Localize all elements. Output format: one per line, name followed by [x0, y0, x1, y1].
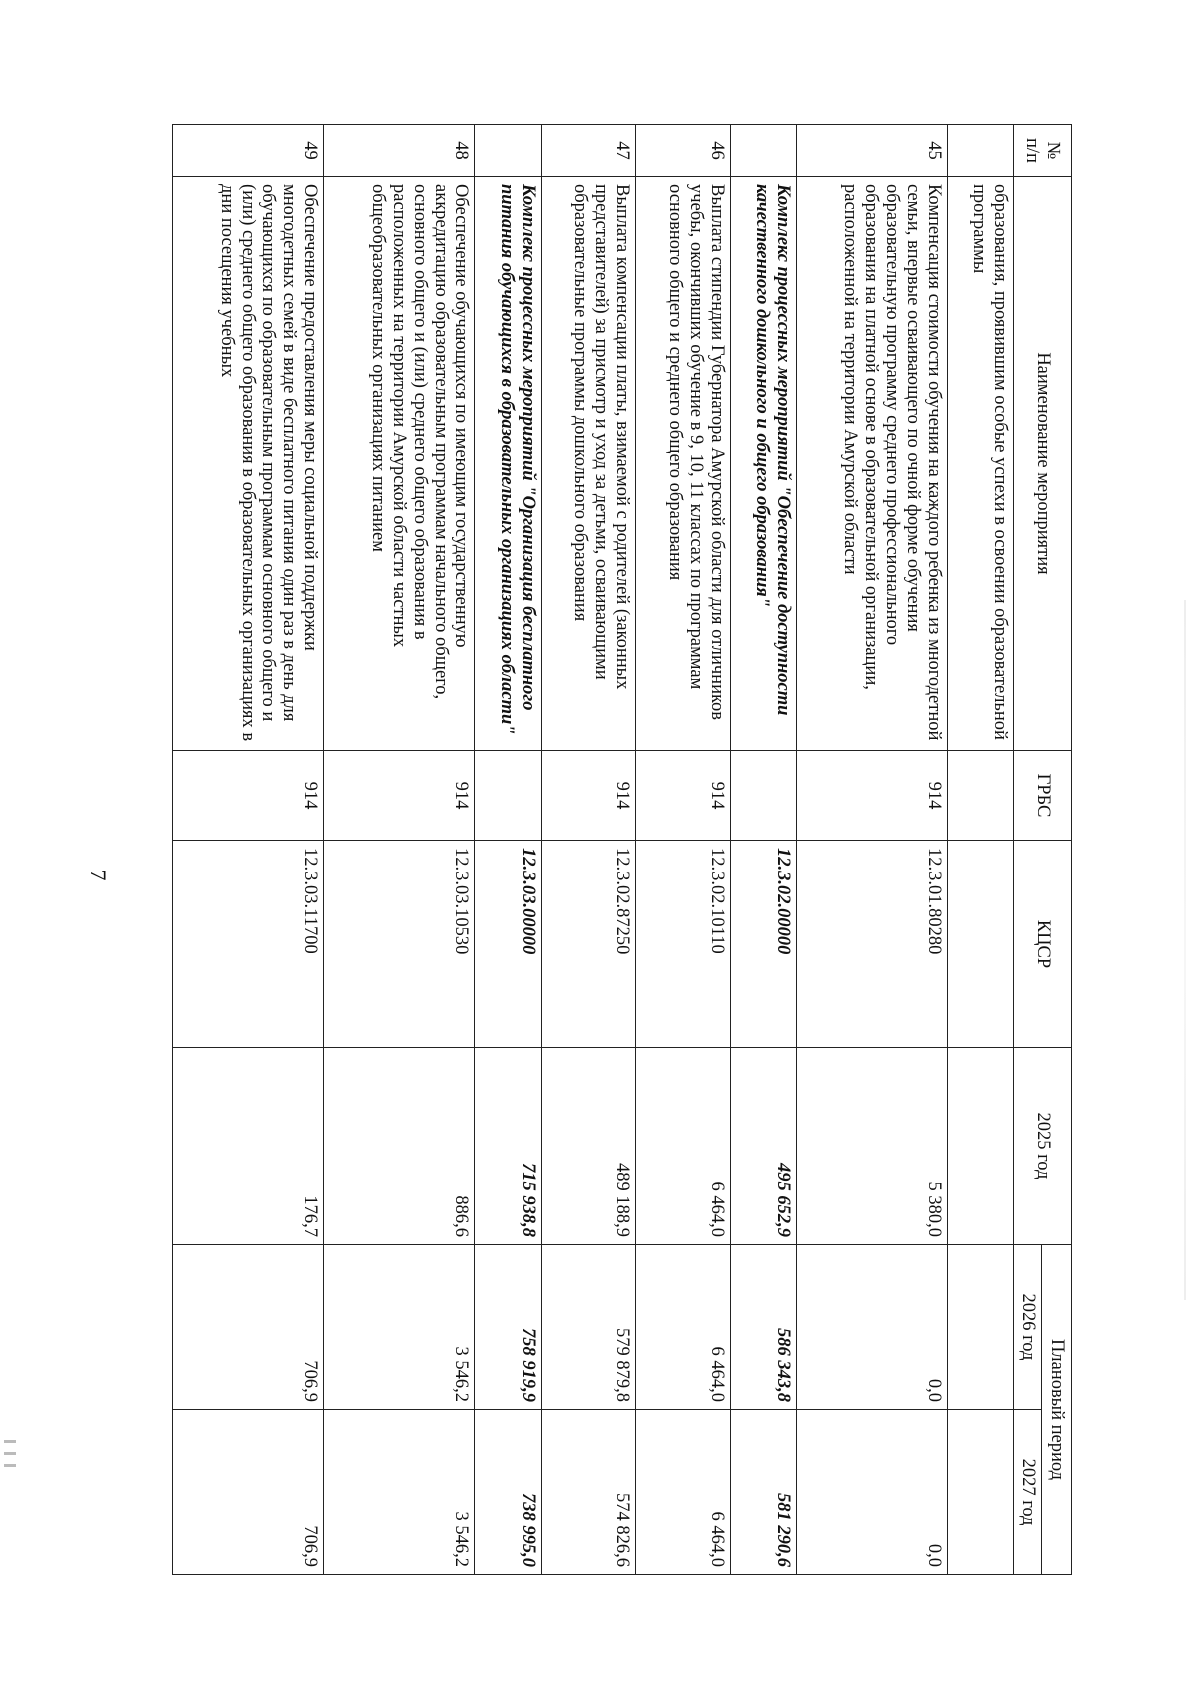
header-grbs: ГРБС: [1014, 751, 1072, 841]
cell-2027: 6 464,0: [636, 1410, 730, 1575]
cell-no: [730, 125, 796, 177]
cell-no: 48: [324, 125, 475, 177]
table-row: [947, 125, 1013, 1575]
cell-2027: [947, 1410, 1013, 1575]
cell-2025: 5 380,0: [796, 1048, 947, 1245]
table-row: [636, 125, 730, 1575]
cell-2027: 738 995,0: [475, 1410, 541, 1575]
cell-name: Компенсация стоимости обучения на каждого ребенка из многодетной семьи, впервые осваивающего по очной форме обучения образовательную программу среднего профессионального образования на платной основе в образовательной организации, расположенной на территории Амурской области: [796, 177, 947, 751]
cell-2026: 706,9: [173, 1245, 324, 1410]
cell-2027: 581 290,6: [730, 1410, 796, 1575]
cell-2026: 0,0: [796, 1245, 947, 1410]
cell-2027: 574 826,6: [541, 1410, 635, 1575]
cell-name: Комплекс процессных мероприятий "Обеспечение доступности качественного дошкольного и общего образования": [730, 177, 796, 751]
cell-2027: 0,0: [796, 1410, 947, 1575]
scan-artifact-mark: [4, 1452, 16, 1455]
cell-name: Выплата компенсации платы, взимаемой с родителей (законных представителей) за присмотр и уход за детьми, осваивающими образовательные программы дошкольного образования: [541, 177, 635, 751]
cell-grbs: 914: [796, 751, 947, 841]
cell-2025: 886,6: [324, 1048, 475, 1245]
cell-2026: [947, 1245, 1013, 1410]
cell-name: Обеспечение обучающихся по имеющим государственную аккредитацию образовательным программам начального общего, основного общего и (или) среднего общего образования в расположенных на территории Амурской области частных общеобразовательных организациях питанием: [324, 177, 475, 751]
cell-kcsr: 12.3.03.11700: [173, 841, 324, 1048]
cell-kcsr: [947, 841, 1013, 1048]
cell-2026: 6 464,0: [636, 1245, 730, 1410]
table-row: [475, 125, 541, 1575]
table-row: [324, 125, 475, 1575]
table-row: [541, 125, 635, 1575]
cell-kcsr: 12.3.02.00000: [730, 841, 796, 1048]
cell-kcsr: 12.3.03.00000: [475, 841, 541, 1048]
cell-2026: 579 879,8: [541, 1245, 635, 1410]
header-kcsr: КЦСР: [1014, 841, 1072, 1048]
cell-2025: 495 652,9: [730, 1048, 796, 1245]
scan-artifact-mark: [4, 1464, 16, 1467]
cell-2026: 3 546,2: [324, 1245, 475, 1410]
cell-grbs: [947, 751, 1013, 841]
cell-grbs: [730, 751, 796, 841]
table-row: [730, 125, 796, 1575]
table-row: [173, 125, 324, 1575]
cell-2026: 758 919,9: [475, 1245, 541, 1410]
header-planned-period: Плановый период: [1042, 1245, 1072, 1575]
cell-no: 46: [636, 125, 730, 177]
budget-table: [172, 124, 1072, 1575]
cell-2027: 706,9: [173, 1410, 324, 1575]
cell-kcsr: 12.3.03.10530: [324, 841, 475, 1048]
cell-grbs: 914: [173, 751, 324, 841]
scan-artifact-mark: [4, 1440, 16, 1443]
cell-grbs: 914: [541, 751, 635, 841]
cell-name: Обеспечение предоставления меры социальной поддержки многодетных семей в виде бесплатного питания один раз в день для обучающихся по образовательным программам основного общего и (или) среднего общего образования в образовательных организациях в дни посещения учебных: [173, 177, 324, 751]
cell-2027: 3 546,2: [324, 1410, 475, 1575]
cell-grbs: 914: [324, 751, 475, 841]
header-no: № п/п: [1014, 125, 1072, 177]
cell-no: [475, 125, 541, 177]
cell-no: 49: [173, 125, 324, 177]
cell-no: 47: [541, 125, 635, 177]
cell-kcsr: 12.3.02.10110: [636, 841, 730, 1048]
header-2025: 2025 год: [1014, 1048, 1072, 1245]
page-number: 7: [86, 869, 111, 881]
cell-2025: 6 464,0: [636, 1048, 730, 1245]
rotated-table-wrapper: [172, 124, 1072, 1574]
cell-name: Выплата стипендии Губернатора Амурской области для отличников учебы, окончивших обучение в 9, 10, 11 классах по программам основного общего и среднего общего образования: [636, 177, 730, 751]
cell-grbs: 914: [636, 751, 730, 841]
table-body: [173, 125, 1014, 1575]
cell-name: Комплекс процессных мероприятий "Организация бесплатного питания обучающихся в образовательных организациях области": [475, 177, 541, 751]
cell-name: образования, проявившим особые успехи в освоении образовательной программы: [947, 177, 1013, 751]
cell-grbs: [475, 751, 541, 841]
header-2026: 2026 год: [1014, 1245, 1042, 1410]
cell-2025: 715 938,8: [475, 1048, 541, 1245]
scan-artifact-line: [1184, 600, 1186, 1300]
header-name: Наименование мероприятия: [1014, 177, 1072, 751]
cell-kcsr: 12.3.02.87250: [541, 841, 635, 1048]
cell-2026: 586 343,8: [730, 1245, 796, 1410]
header-2027: 2027 год: [1014, 1410, 1042, 1575]
table-row: [796, 125, 947, 1575]
cell-kcsr: 12.3.01.80280: [796, 841, 947, 1048]
cell-no: [947, 125, 1013, 177]
cell-2025: [947, 1048, 1013, 1245]
cell-2025: 176,7: [173, 1048, 324, 1245]
cell-no: 45: [796, 125, 947, 177]
cell-2025: 489 188,9: [541, 1048, 635, 1245]
